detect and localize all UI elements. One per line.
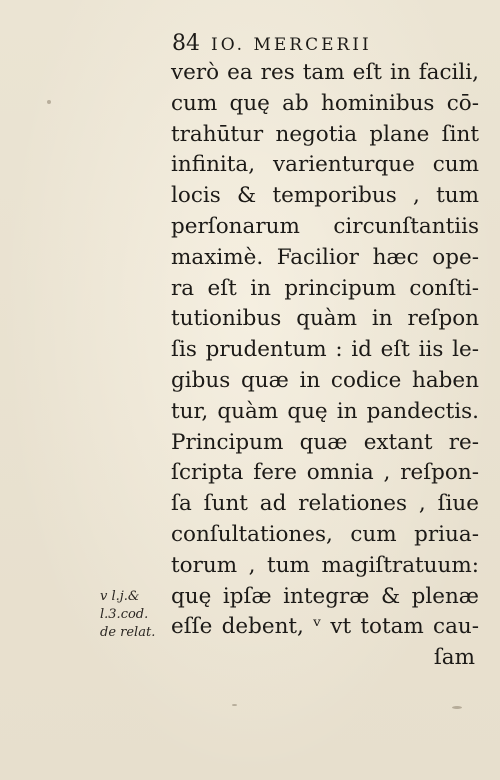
text-line: infinita, varienturque cum (171, 152, 479, 178)
text-line: trahūtur negotia plane ſint (171, 121, 479, 147)
text-line: perſonarum circunſtantiis (171, 213, 479, 239)
text-line: torum , tum magiſtratuum: (171, 552, 479, 578)
body-text (171, 58, 479, 674)
page-number: 84 (172, 31, 200, 56)
text-line: locis & temporibus , tum (171, 183, 479, 209)
marginal-note (100, 588, 168, 642)
ink-speck (232, 704, 237, 706)
text-line: quę ipſæ integræ & plenæ (171, 583, 479, 609)
text-line: maximè. Facilior hæc ope- (171, 244, 479, 270)
catchword: ſam (433, 645, 475, 671)
ink-speck (47, 100, 51, 104)
page-header (172, 30, 472, 58)
text-line: tur, quàm quę in pandectis. (171, 398, 479, 424)
marginal-note-line: de relat. (100, 625, 156, 640)
text-line: ra eſt in principum conſti- (171, 275, 479, 301)
text-line: Principum quæ extant re- (171, 429, 479, 455)
text-line: eſſe debent, ᵛ vt totam cau- (171, 614, 479, 640)
marginal-note-line: l.3.cod. (100, 607, 149, 622)
text-line: verò ea res tam eſt in facili, (171, 60, 479, 85)
ink-speck (452, 706, 462, 709)
text-line: gibus quæ in codice haben (171, 367, 479, 393)
text-line: cum quę ab hominibus cō- (171, 90, 479, 116)
text-line: conſultationes, cum priua- (171, 521, 479, 547)
text-line: tutionibus quàm in reſpon (171, 306, 479, 332)
text-line: ſcripta fere omnia , reſpon- (171, 460, 479, 486)
marginal-note-line: v l.j.& (100, 589, 140, 604)
text-line: ſis prudentum : id eſt iis le- (171, 337, 479, 363)
text-line: ſa ſunt ad relationes , ſiue (171, 491, 479, 517)
running-head: IO. MERCERII (211, 35, 372, 55)
